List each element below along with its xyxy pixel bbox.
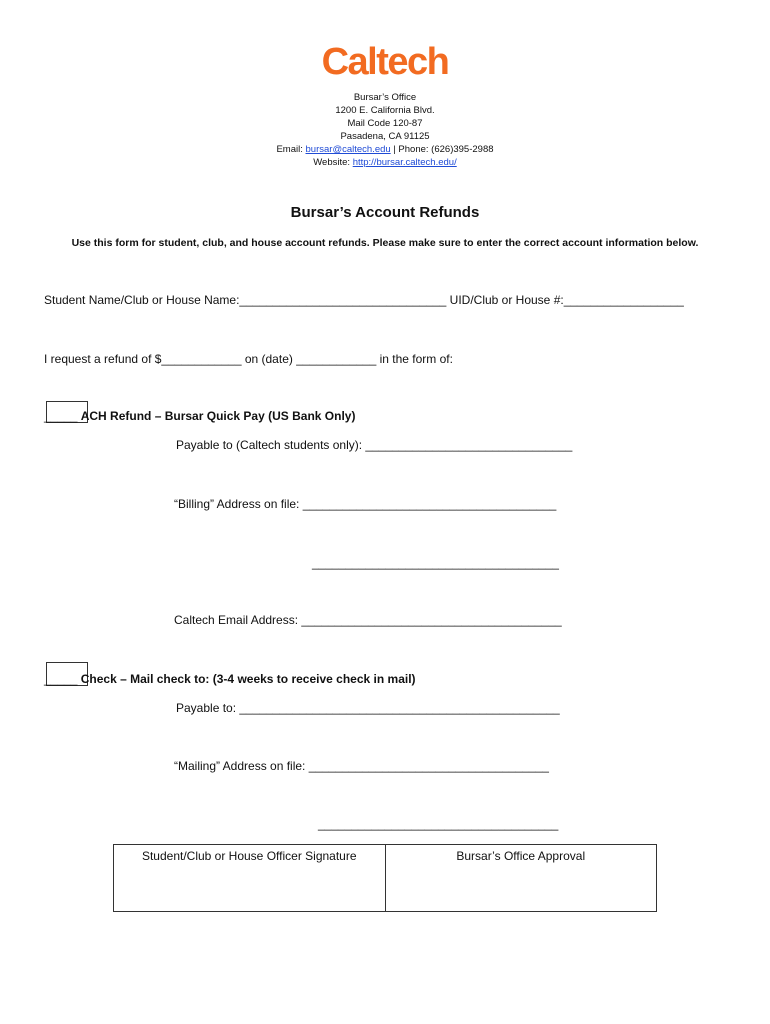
form-title: Bursar’s Account Refunds [290, 204, 480, 221]
check-payable-field[interactable]: Payable to: ________________________________________________ [176, 701, 560, 715]
caltech-logo: Caltech [321, 41, 449, 83]
contact-line [0, 143, 770, 156]
form-instructions: Use this form for student, club, and house account refunds. Please make sure to enter the correct account information below. [71, 237, 699, 249]
caltech-email-field[interactable]: Caltech Email Address: _______________________________________ [174, 613, 562, 627]
website-line [0, 156, 770, 169]
email-label: Email: [276, 144, 303, 155]
street-address: 1200 E. California Blvd. [335, 105, 435, 116]
mail-code: Mail Code 120-87 [347, 118, 423, 129]
name-uid-field[interactable]: Student Name/Club or House Name:_______________________________ UID/Club or House #:__________________ [44, 293, 684, 307]
signature-table [113, 844, 657, 912]
ach-option [44, 409, 355, 423]
billing-address-field[interactable]: “Billing” Address on file: ______________________________________ [174, 497, 557, 511]
bursar-approval-box[interactable]: Bursar’s Office Approval [385, 845, 657, 912]
phone-text: | Phone: (626)395-2988 [393, 144, 494, 155]
ach-blank: _____ [44, 409, 78, 423]
website-label: Website: [313, 157, 351, 168]
check-label: Check – Mail check to: (3-4 weeks to receive check in mail) [80, 672, 416, 686]
ach-payable-field[interactable]: Payable to (Caltech students only): _______________________________ [176, 438, 573, 452]
email-link[interactable]: bursar@caltech.edu [305, 144, 391, 155]
mailing-address-line2[interactable]: ____________________________________ [318, 817, 559, 831]
office-name: Bursar’s Office [353, 92, 417, 103]
refund-amount-field[interactable]: I request a refund of $____________ on (date) ____________ in the form of: [44, 352, 453, 366]
check-option [44, 672, 416, 686]
billing-address-line2[interactable]: _____________________________________ [312, 556, 559, 570]
check-blank: _____ [44, 672, 78, 686]
officer-signature-box[interactable]: Student/Club or House Officer Signature [114, 845, 386, 912]
city-address: Pasadena, CA 91125 [340, 131, 430, 142]
website-link[interactable]: http://bursar.caltech.edu/ [352, 157, 457, 168]
ach-label: ACH Refund – Bursar Quick Pay (US Bank Only) [80, 409, 356, 423]
mailing-address-field[interactable]: “Mailing” Address on file: ____________________________________ [174, 759, 549, 773]
